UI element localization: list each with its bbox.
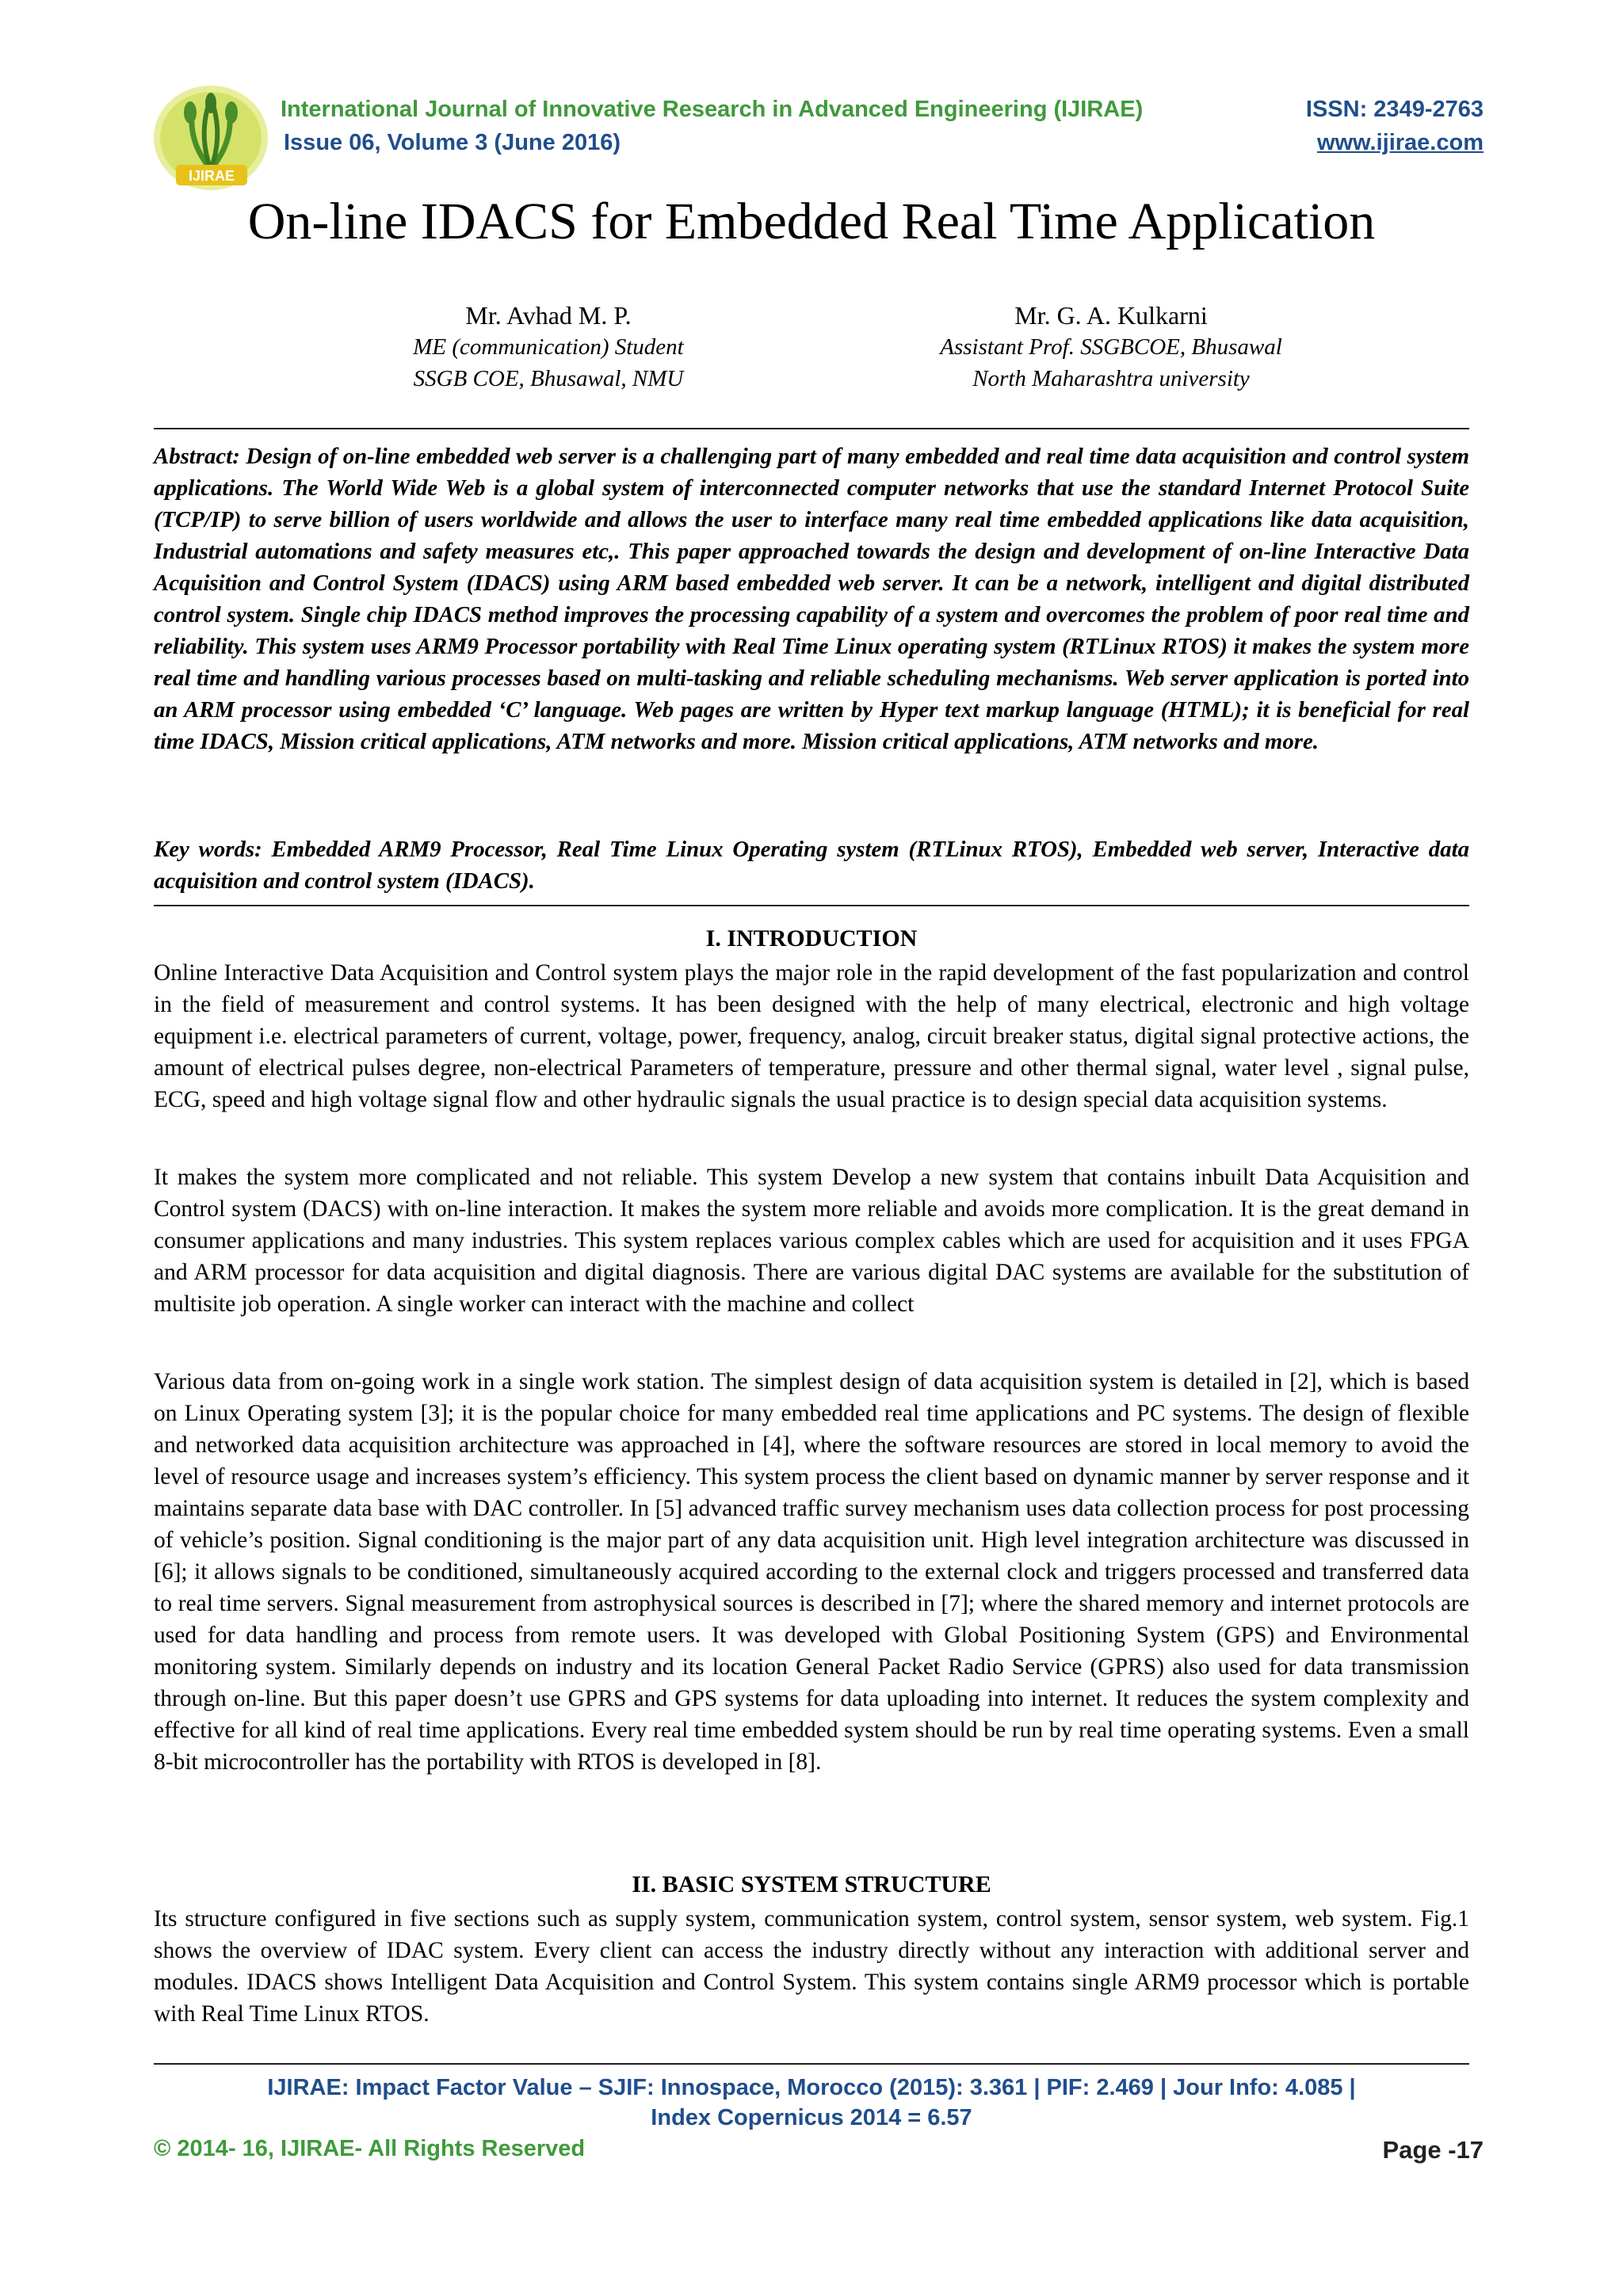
section-heading: II. BASIC SYSTEM STRUCTURE [632,1871,991,1897]
section-heading: I. INTRODUCTION [705,925,918,952]
paper-title: On-line IDACS for Embedded Real Time Application [247,193,1376,250]
paragraph: It makes the system more complicated and not reliable. This system Develop a new system that contains inbuilt Data Acquisition and Control system (DACS) with on-line interaction. It makes the system more reliable and avoids more complication. It is the great demand in consumer applications and many industries. This system replaces various complex cables which are used for acquisition and it uses FPGA and ARM processor for data acquisition and digital diagnosis. There are various digital DAC systems are available for the substitution of multisite job operation. A single worker can interact with the machine and collect [154,1165,1469,1317]
author-name: Mr. Avhad M. P. [465,301,632,330]
footer-divider [154,2063,1469,2065]
paragraph: Its structure configured in five sections such as supply system, communication system, control system, sensor system, web system. Fig.1 shows the overview of IDAC system. Every client can access the industry directly without any interaction with additional server and modules. IDACS shows Intelligent Data Acquisition and Control System. This system contains single ARM9 processor which is portable with Real Time Linux RTOS. [154,1906,1469,2027]
journal-name: International Journal of Innovative Research in Advanced Engineering (IJIRAE) [281,97,1144,122]
keywords: Key words: Embedded ARM9 Processor, Real Time Linux Operating system (RTLinux RTOS), Embedded web server, Interactive data acquisition and control system (IDACS). [154,837,1469,894]
author-affiliation: North Maharashtra university [972,366,1250,391]
author-affiliation: ME (communication) Student [413,334,684,360]
impact-factor-info [0,2073,1623,2133]
journal-logo [144,76,276,195]
impact-line-2: Index Copernicus 2014 = 6.57 [651,2105,972,2130]
abstract: Abstract: Design of on-line embedded web server is a challenging part of many embedded and real time data acquisition and control system applications. The World Wide Web is a global system of interconnected computer networks that use the standard Internet Protocol Suite (TCP/IP) to serve billion of users worldwide and allows the user to interface many real time embedded applications like data acquisition, Industrial automations and safety measures etc,. This paper approached towards the design and development of on-line Interactive Data Acquisition and Control System (IDACS) using ARM based embedded web server. It can be a network, intelligent and digital distributed control system. Single chip IDACS method improves the processing capability of a system and overcomes the problem of poor real time and reliability. This system uses ARM9 Processor portability with Real Time Linux operating system (RTLinux RTOS) it makes the system more real time and handling various processes based on multi-tasking and reliable scheduling mechanisms. Web server application is ported into an ARM processor using embedded ‘C’ language. Web pages are written by Hyper text markup language (HTML); it is beneficial for real time IDACS, Mission critical applications, ATM networks and more. Mission critical applications, ATM networks and more. [154,444,1469,754]
impact-line-1: IJIRAE: Impact Factor Value – SJIF: Innospace, Morocco (2015): 3.361 | PIF: 2.469 | Jour Info: 4.085 | [267,2075,1356,2100]
author-affiliation: Assistant Prof. SSGBCOE, Bhusawal [940,334,1282,360]
author-block-2 [834,299,1388,395]
paragraph: Online Interactive Data Acquisition and Control system plays the major role in the rapid development of the fast popularization and control in the field of measurement and control systems. It has been designed with the help of many electrical, electronic and high voltage equipment i.e. electrical parameters of current, voltage, power, frequency, analog, circuit breaker status, digital signal protective actions, the amount of electrical pulses degree, non-electrical Parameters of temperature, pressure and other thermal signal, water level , signal pulse, ECG, speed and high voltage signal flow and other hydraulic signals the usual practice is to design special data acquisition systems. [154,960,1469,1112]
author-block-1 [271,299,826,395]
copyright: © 2014- 16, IJIRAE- All Rights Reserved [154,2136,586,2161]
page-number: Page -17 [1382,2136,1484,2164]
author-name: Mr. G. A. Kulkarni [1014,301,1208,330]
issue-info: Issue 06, Volume 3 (June 2016) [284,130,621,155]
issn: ISSN: 2349-2763 [1305,97,1484,122]
divider [154,905,1469,906]
author-affiliation: SSGB COE, Bhusawal, NMU [413,366,684,391]
logo-text: IJIRAE [188,168,235,184]
journal-website-link[interactable]: www.ijirae.com [1316,130,1484,155]
paragraph: Various data from on-going work in a single work station. The simplest design of data acquisition system is detailed in [2], which is based on Linux Operating system [3]; it is the popular choice for many embedded real time applications and PC systems. The design of flexible and networked data acquisition architecture was approached in [4], where the software resources are stored in local memory to avoid the level of resource usage and increases system’s efficiency. This system process the client based on dynamic manner by server response and it maintains separate data base with DAC controller. In [5] advanced traffic survey mechanism uses data collection process for post processing of vehicle’s position. Signal conditioning is the major part of any data acquisition unit. High level integration architecture was discussed in [6]; it allows signals to be conditioned, simultaneously acquired according to the external clock and triggers processed and transferred data to real time servers. Signal measurement from astrophysical sources is described in [7]; where the shared memory and internet protocols are used for data handling and process from remote users. It was developed with Global Positioning System (GPS) and Environmental monitoring system. Similarly depends on industry and its location General Packet Radio Service (GPRS) also used for data transmission through on-line. But this paper doesn’t use GPRS and GPS systems for data uploading into internet. It reduces the system complexity and effective for all kind of real time applications. Every real time embedded system should be run by real time operating systems. Even a small 8-bit microcontroller has the portability with RTOS is developed in [8]. [154,1369,1469,1775]
divider [154,428,1469,429]
